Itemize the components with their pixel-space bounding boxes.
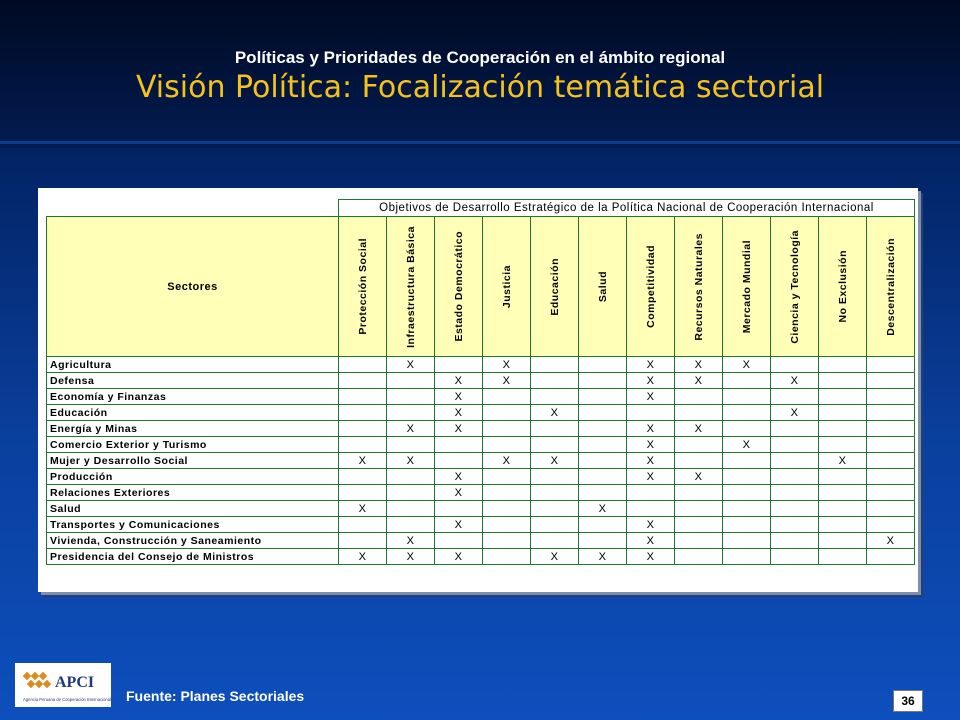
column-header <box>531 217 579 357</box>
mark-cell: X <box>483 357 531 373</box>
mark-cell <box>867 421 915 437</box>
mark-cell <box>579 517 627 533</box>
mark-cell <box>579 533 627 549</box>
mark-cell <box>387 437 435 453</box>
mark-cell <box>867 517 915 533</box>
mark-cell <box>531 373 579 389</box>
mark-cell <box>483 389 531 405</box>
mark-cell <box>819 549 867 565</box>
mark-cell: X <box>483 453 531 469</box>
mark-cell: X <box>627 549 675 565</box>
mark-cell <box>675 437 723 453</box>
mark-cell <box>627 501 675 517</box>
mark-cell <box>435 437 483 453</box>
mark-cell <box>531 421 579 437</box>
mark-cell <box>579 389 627 405</box>
mark-cell <box>531 517 579 533</box>
table-row <box>47 501 915 517</box>
mark-cell <box>819 389 867 405</box>
mark-cell <box>339 469 387 485</box>
mark-cell <box>435 533 483 549</box>
mark-cell <box>723 549 771 565</box>
mark-cell <box>723 517 771 533</box>
mark-cell: X <box>531 549 579 565</box>
mark-cell <box>723 469 771 485</box>
sector-label: Comercio Exterior y Turismo <box>47 437 339 453</box>
table-row <box>47 357 915 373</box>
mark-cell <box>867 485 915 501</box>
mark-cell <box>771 389 819 405</box>
mark-cell: X <box>387 549 435 565</box>
sector-label: Energía y Minas <box>47 421 339 437</box>
mark-cell <box>579 405 627 421</box>
logo-subtext: Agencia Peruana de Cooperación Internacional <box>23 697 111 702</box>
mark-cell: X <box>627 469 675 485</box>
mark-cell <box>339 357 387 373</box>
column-header <box>771 217 819 357</box>
table-row <box>47 437 915 453</box>
mark-cell: X <box>627 437 675 453</box>
column-header-label: Ciencia y Tecnología <box>788 229 801 344</box>
mark-cell <box>483 501 531 517</box>
mark-cell <box>675 389 723 405</box>
table-row <box>47 517 915 533</box>
mark-cell <box>579 373 627 389</box>
mark-cell: X <box>627 453 675 469</box>
mark-cell <box>531 533 579 549</box>
sectors-header: Sectores <box>47 217 339 357</box>
column-header <box>483 217 531 357</box>
mark-cell <box>675 485 723 501</box>
mark-cell <box>387 373 435 389</box>
mark-cell <box>771 501 819 517</box>
sector-label: Educación <box>47 405 339 421</box>
column-header <box>867 217 915 357</box>
sector-label: Transportes y Comunicaciones <box>47 517 339 533</box>
mark-cell <box>435 453 483 469</box>
mark-cell: X <box>531 405 579 421</box>
mark-cell: X <box>675 373 723 389</box>
mark-cell <box>627 485 675 501</box>
mark-cell <box>771 437 819 453</box>
mark-cell: X <box>627 373 675 389</box>
mark-cell: X <box>627 517 675 533</box>
table-row <box>47 549 915 565</box>
mark-cell: X <box>435 373 483 389</box>
mark-cell <box>723 421 771 437</box>
column-header-label: Recursos Naturales <box>692 232 705 341</box>
mark-cell: X <box>435 517 483 533</box>
column-header-label: Salud <box>596 270 609 303</box>
mark-cell <box>771 517 819 533</box>
mark-cell <box>867 405 915 421</box>
mark-cell <box>771 357 819 373</box>
mark-cell: X <box>387 533 435 549</box>
mark-cell <box>339 533 387 549</box>
sector-label: Defensa <box>47 373 339 389</box>
mark-cell: X <box>723 437 771 453</box>
column-header <box>435 217 483 357</box>
mark-cell <box>483 549 531 565</box>
column-header-label: Educación <box>548 257 561 316</box>
mark-cell <box>867 501 915 517</box>
column-header <box>339 217 387 357</box>
column-header <box>387 217 435 357</box>
source-note: Fuente: Planes Sectoriales <box>126 688 305 704</box>
column-header <box>675 217 723 357</box>
mark-cell <box>579 437 627 453</box>
column-header-label: Protección Social <box>356 238 369 335</box>
column-header-label: Estado Democrático <box>452 231 465 342</box>
slide-subtitle: Políticas y Prioridades de Cooperación en el ámbito regional <box>234 48 726 67</box>
column-header-label: Infraestructura Básica <box>404 225 417 348</box>
mark-cell <box>579 453 627 469</box>
mark-cell: X <box>339 549 387 565</box>
mark-cell <box>867 373 915 389</box>
sector-label: Agricultura <box>47 357 339 373</box>
mark-cell <box>819 469 867 485</box>
mark-cell <box>867 549 915 565</box>
table-row <box>47 373 915 389</box>
column-header <box>723 217 771 357</box>
mark-cell: X <box>387 421 435 437</box>
column-header-label: Justicia <box>500 264 513 309</box>
mark-cell <box>531 389 579 405</box>
mark-cell <box>483 469 531 485</box>
sector-label: Salud <box>47 501 339 517</box>
table-row <box>47 405 915 421</box>
mark-cell <box>723 373 771 389</box>
mark-cell <box>723 485 771 501</box>
mark-cell <box>339 373 387 389</box>
mark-cell <box>483 517 531 533</box>
mark-cell: X <box>435 405 483 421</box>
table-frame <box>38 188 918 592</box>
mark-cell: X <box>387 453 435 469</box>
mark-cell <box>819 485 867 501</box>
column-header-label: Competitividad <box>644 245 657 328</box>
mark-cell <box>483 485 531 501</box>
mark-cell <box>867 437 915 453</box>
mark-cell: X <box>867 533 915 549</box>
column-header <box>627 217 675 357</box>
mark-cell <box>339 405 387 421</box>
page-number: 36 <box>893 690 923 712</box>
sector-objectives-table <box>46 199 915 565</box>
apci-logo <box>15 663 111 707</box>
mark-cell <box>387 469 435 485</box>
blank-corner <box>47 200 339 217</box>
mark-cell <box>867 469 915 485</box>
mark-cell <box>339 485 387 501</box>
mark-cell: X <box>435 421 483 437</box>
mark-cell <box>675 453 723 469</box>
mark-cell: X <box>435 549 483 565</box>
mark-cell <box>339 517 387 533</box>
mark-cell: X <box>627 389 675 405</box>
mark-cell <box>387 485 435 501</box>
mark-cell <box>819 533 867 549</box>
mark-cell <box>819 421 867 437</box>
mark-cell <box>723 453 771 469</box>
mark-cell <box>771 421 819 437</box>
table-row <box>47 533 915 549</box>
mark-cell <box>723 405 771 421</box>
mark-cell <box>675 533 723 549</box>
mark-cell <box>483 405 531 421</box>
mark-cell <box>819 405 867 421</box>
column-header <box>819 217 867 357</box>
mark-cell <box>387 405 435 421</box>
mark-cell: X <box>435 485 483 501</box>
mark-cell: X <box>723 357 771 373</box>
column-header-label: No Exclusión <box>836 250 849 323</box>
sector-label: Vivienda, Construcción y Saneamiento <box>47 533 339 549</box>
mark-cell: X <box>483 373 531 389</box>
mark-cell <box>435 501 483 517</box>
mark-cell <box>723 501 771 517</box>
mark-cell <box>675 517 723 533</box>
mark-cell <box>531 437 579 453</box>
mark-cell: X <box>531 453 579 469</box>
mark-cell: X <box>579 501 627 517</box>
mark-cell <box>819 357 867 373</box>
mark-cell: X <box>627 357 675 373</box>
table-row <box>47 389 915 405</box>
mark-cell <box>579 485 627 501</box>
column-header-label: Mercado Mundial <box>740 239 753 334</box>
mark-cell <box>339 389 387 405</box>
mark-cell <box>723 533 771 549</box>
mark-cell <box>771 533 819 549</box>
column-header <box>579 217 627 357</box>
mark-cell <box>339 421 387 437</box>
mark-cell <box>531 469 579 485</box>
mark-cell: X <box>627 533 675 549</box>
mark-cell: X <box>339 501 387 517</box>
objectives-header: Objetivos de Desarrollo Estratégico de la Política Nacional de Cooperación Internacional <box>339 200 915 217</box>
mark-cell <box>387 501 435 517</box>
mark-cell <box>579 421 627 437</box>
apci-logo-graphic <box>15 663 111 707</box>
mark-cell <box>483 421 531 437</box>
mark-cell: X <box>627 421 675 437</box>
mark-cell <box>771 549 819 565</box>
table-row <box>47 453 915 469</box>
logo-text: APCI <box>55 674 95 691</box>
mark-cell: X <box>675 421 723 437</box>
sector-label: Producción <box>47 469 339 485</box>
mark-cell <box>339 437 387 453</box>
mark-cell <box>627 405 675 421</box>
sector-label: Presidencia del Consejo de Ministros <box>47 549 339 565</box>
mark-cell <box>819 517 867 533</box>
mark-cell <box>771 469 819 485</box>
mark-cell <box>387 517 435 533</box>
mark-cell <box>579 357 627 373</box>
mark-cell <box>771 453 819 469</box>
mark-cell <box>531 485 579 501</box>
sector-label: Relaciones Exteriores <box>47 485 339 501</box>
mark-cell <box>387 389 435 405</box>
slide-title: Visión Política: Focalización temática sectorial <box>135 70 825 105</box>
mark-cell <box>723 389 771 405</box>
sector-label: Mujer y Desarrollo Social <box>47 453 339 469</box>
mark-cell <box>867 357 915 373</box>
mark-cell: X <box>435 469 483 485</box>
mark-cell: X <box>771 405 819 421</box>
mark-cell: X <box>339 453 387 469</box>
mark-cell <box>819 501 867 517</box>
mark-cell <box>435 357 483 373</box>
mark-cell <box>819 373 867 389</box>
column-header-label: Descentralización <box>884 237 897 336</box>
sector-label: Economía y Finanzas <box>47 389 339 405</box>
table-row <box>47 469 915 485</box>
mark-cell: X <box>387 357 435 373</box>
mark-cell <box>771 485 819 501</box>
mark-cell: X <box>579 549 627 565</box>
mark-cell <box>675 501 723 517</box>
mark-cell <box>531 357 579 373</box>
mark-cell: X <box>435 389 483 405</box>
table-row <box>47 421 915 437</box>
mark-cell <box>675 405 723 421</box>
mark-cell <box>531 501 579 517</box>
mark-cell <box>483 533 531 549</box>
mark-cell <box>675 549 723 565</box>
mark-cell <box>867 389 915 405</box>
mark-cell <box>819 437 867 453</box>
title-divider <box>0 141 960 144</box>
mark-cell <box>867 453 915 469</box>
mark-cell: X <box>675 469 723 485</box>
mark-cell: X <box>771 373 819 389</box>
mark-cell <box>579 469 627 485</box>
table-row <box>47 485 915 501</box>
mark-cell: X <box>819 453 867 469</box>
mark-cell <box>483 437 531 453</box>
mark-cell: X <box>675 357 723 373</box>
